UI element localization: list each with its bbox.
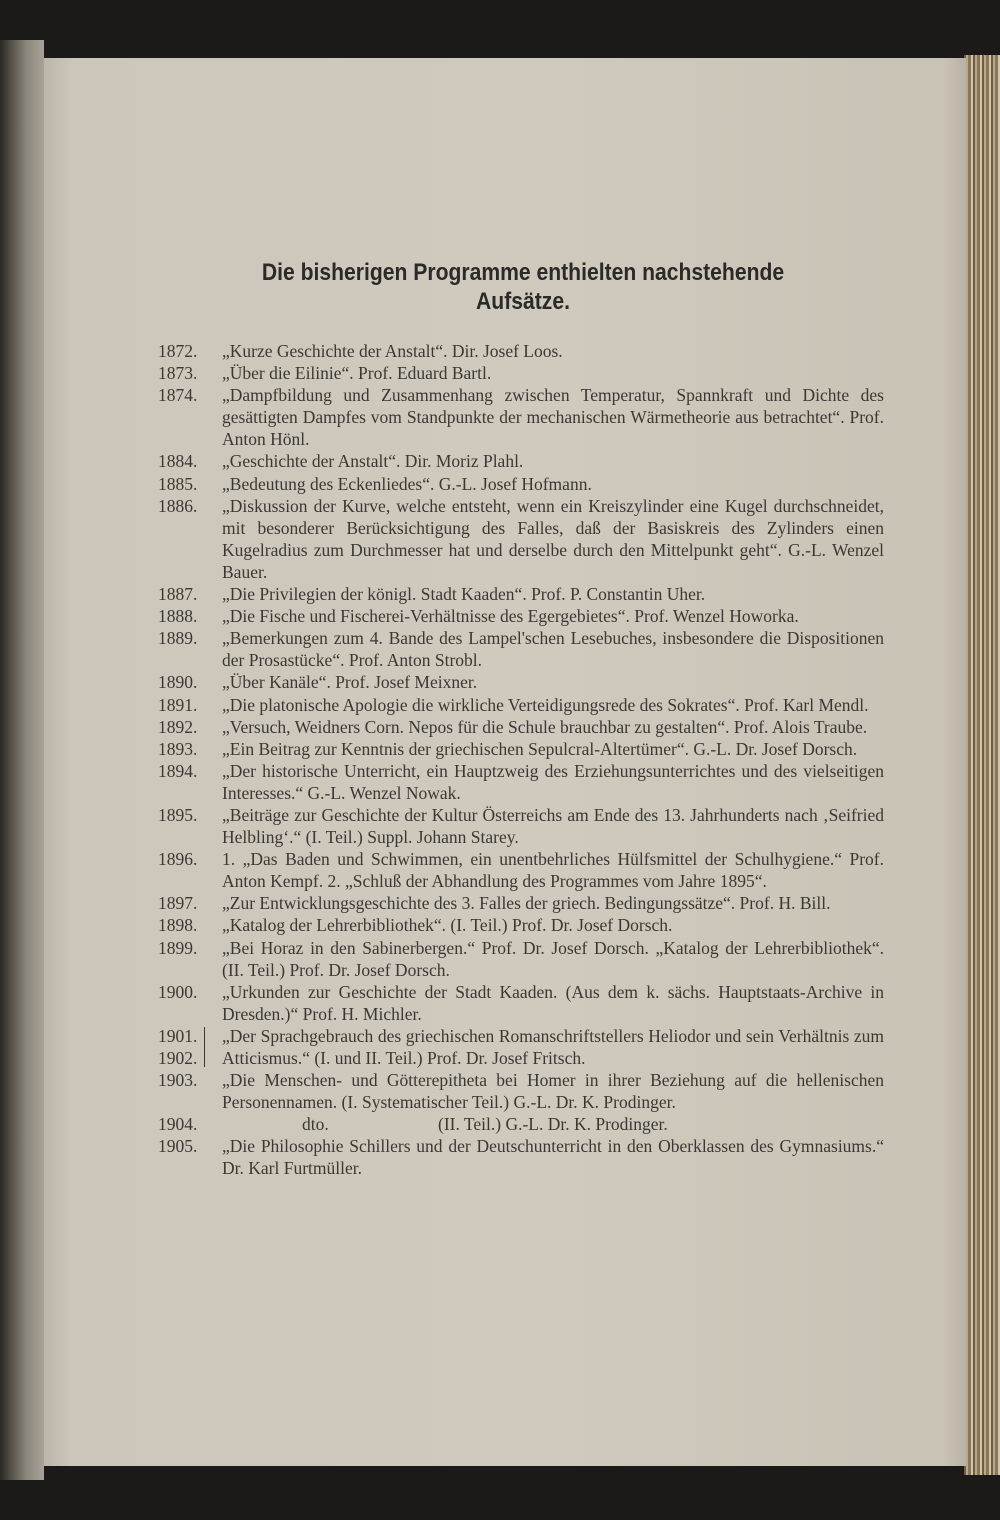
list-item — [158, 1069, 884, 1113]
entry-title-author: „Diskussion der Kurve, welche entsteht, wenn ein Kreiszylinder eine Kugel durchschneidet, mit besonderer Berücksichtigung des Falles, daß der Basiskreis des Zylinders einen Kugelradius zum Durchmesser hat und derselbe durch den Mittelpunkt geht“. G.-L. Wenzel Bauer. — [222, 495, 884, 582]
entry-year: 1873. — [158, 363, 198, 384]
entry-year: 1885. — [158, 473, 198, 494]
entry-text — [222, 914, 884, 936]
entry-text — [222, 1025, 884, 1069]
entry-text — [222, 340, 884, 362]
entry-title-author: „Dampfbildung und Zusammenhang zwischen Temperatur, Spannkraft und Dichte des gesättigten Dampfes vom Standpunkte der mechanischen Wärmetheorie aus betrachtet“. Prof. Anton Hönl. — [222, 385, 884, 450]
entry-year: 1893. — [158, 738, 198, 759]
list-item — [158, 495, 884, 583]
list-item — [158, 848, 884, 892]
book-left-edge — [0, 40, 44, 1480]
list-item — [158, 804, 884, 848]
list-item — [158, 694, 884, 716]
entry-year: 1890. — [158, 672, 198, 693]
list-item — [158, 760, 884, 804]
entry-year: 1899. — [158, 937, 198, 958]
entry-title-author: „Der historische Unterricht, ein Hauptzweig des Erziehungsunterrichtes und des vielseitigen Interesses.“ G.-L. Wenzel Nowak. — [222, 760, 884, 803]
entry-text — [222, 1113, 884, 1135]
entry-title-author: „Bei Horaz in den Sabinerbergen.“ Prof. Dr. Josef Dorsch. „Katalog der Lehrerbibliothek“. (II. Teil.) Prof. Dr. Josef Dorsch. — [222, 937, 884, 980]
page-title: Die bisherigen Programme enthielten nachstehende Aufsätze. — [261, 259, 785, 315]
essay-list — [158, 340, 884, 1180]
list-item — [158, 450, 884, 472]
entry-title-author: „Zur Entwicklungsgeschichte des 3. Falles der griech. Bedingungssätze“. Prof. H. Bill. — [222, 893, 831, 914]
entry-title-author: „Über die Eilinie“. Prof. Eduard Bartl. — [222, 363, 492, 384]
entry-year: 1872. — [158, 341, 198, 361]
entry-title-author: „Ein Beitrag zur Kenntnis der griechischen Sepulcral-Altertümer“. G.-L. Dr. Josef Dorsch. — [222, 738, 858, 759]
entry-year: 1898. — [158, 915, 198, 936]
list-item — [158, 1135, 884, 1179]
entry-year: 1892. — [158, 716, 198, 737]
entry-title-author: „Katalog der Lehrerbibliothek“. (I. Teil.) Prof. Dr. Josef Dorsch. — [222, 915, 673, 936]
entry-title-author: „Die platonische Apologie die wirkliche Verteidigungsrede des Sokrates“. Prof. Karl Mendl. — [222, 694, 869, 715]
entry-year: 1903. — [158, 1070, 198, 1091]
entry-title-author: „Geschichte der Anstalt“. Dir. Moriz Plahl. — [222, 451, 524, 472]
list-item — [158, 738, 884, 760]
entry-title-author: „Bemerkungen zum 4. Bande des Lampel'schen Lesebuches, insbesondere die Dispositionen der Prosastücke“. Prof. Anton Strobl. — [222, 628, 884, 671]
entry-title-author: „Über Kanäle“. Prof. Josef Meixner. — [222, 672, 478, 693]
entry-text — [222, 627, 884, 671]
list-item — [158, 1025, 884, 1069]
book-page-edges — [964, 55, 1000, 1475]
entry-year: 1884. — [158, 451, 198, 472]
entry-title-author: 1. „Das Baden und Schwimmen, ein unentbehrliches Hülfsmittel der Schulhygiene.“ Prof. Anton Kempf. 2. „Schluß der Abhandlung des Programmes vom Jahre 1895“. — [222, 849, 884, 892]
list-item — [158, 981, 884, 1025]
entry-text — [222, 583, 884, 605]
entry-text — [222, 495, 884, 583]
list-item — [158, 937, 884, 981]
entry-title-author: „Beiträge zur Geschichte der Kultur Österreichs am Ende des 13. Jahrhunderts nach ‚Seifried Helbling‘.“ (I. Teil.) Suppl. Johann Starey. — [222, 804, 884, 848]
entry-title-author: „Der Sprachgebrauch des griechischen Romanschriftstellers Heliodor und sein Verhältnis zum Atticismus.“ (I. und II. Teil.) Prof. Dr. Josef Fritsch. — [222, 1025, 884, 1068]
entry-year-2: 1902. — [158, 1047, 198, 1068]
entry-text — [222, 473, 884, 495]
list-item — [158, 605, 884, 627]
entry-text — [222, 848, 884, 892]
entry-year: 1904. — [158, 1114, 198, 1135]
entry-title-author: (II. Teil.) G.-L. Dr. K. Prodinger. — [438, 1114, 668, 1135]
entry-year: 1888. — [158, 606, 198, 627]
list-item — [158, 892, 884, 914]
entry-year: 1886. — [158, 495, 198, 516]
entry-ditto: dto. — [302, 1114, 329, 1135]
list-item — [158, 671, 884, 693]
entry-text — [222, 892, 884, 914]
entry-year: 1897. — [158, 893, 198, 914]
list-item — [158, 340, 884, 362]
bracket — [204, 1027, 205, 1067]
entry-text — [222, 760, 884, 804]
entry-text — [222, 605, 884, 627]
entry-text — [222, 1069, 884, 1113]
entry-year: 1901. — [158, 1025, 198, 1046]
entry-title-author: „Die Philosophie Schillers und der Deutschunterricht in den Oberklassen des Gymnasiums.“ Dr. Karl Furtmüller. — [222, 1136, 884, 1179]
entry-text — [222, 450, 884, 472]
entry-text — [222, 1135, 884, 1179]
list-item — [158, 473, 884, 495]
entry-text — [222, 804, 884, 848]
list-item — [158, 583, 884, 605]
entry-year: 1889. — [158, 628, 198, 649]
entry-year: 1894. — [158, 760, 198, 781]
entry-title-author: „Bedeutung des Eckenliedes“. G.-L. Josef Hofmann. — [222, 473, 592, 494]
entry-text — [222, 981, 884, 1025]
entry-title-author: „Die Privilegien der königl. Stadt Kaaden“. Prof. P. Constantin Uher. — [222, 584, 706, 605]
entry-year: 1905. — [158, 1136, 198, 1157]
entry-text — [222, 694, 884, 716]
entry-text — [222, 937, 884, 981]
list-item — [158, 627, 884, 671]
entry-text — [222, 716, 884, 738]
entry-year: 1895. — [158, 804, 198, 825]
entry-title-author: „Die Menschen- und Götterepitheta bei Homer in ihrer Beziehung auf die hellenischen Personennamen. (I. Systematischer Teil.) G.-L. Dr. K. Prodinger. — [222, 1070, 884, 1113]
list-item — [158, 914, 884, 936]
entry-title-author: „Urkunden zur Geschichte der Stadt Kaaden. (Aus dem k. sächs. Hauptstaats-Archive in Dresden.)“ Prof. H. Michler. — [222, 981, 884, 1024]
list-item — [158, 362, 884, 384]
list-item — [158, 384, 884, 450]
entry-year: 1896. — [158, 849, 198, 870]
list-item — [158, 716, 884, 738]
entry-year: 1874. — [158, 385, 198, 406]
list-item — [158, 1113, 884, 1135]
entry-text — [222, 671, 884, 693]
entry-year: 1887. — [158, 584, 198, 605]
entry-text — [222, 362, 884, 384]
entry-title-author: „Versuch, Weidners Corn. Nepos für die Schule brauchbar zu gestalten“. Prof. Alois Traube. — [222, 716, 868, 737]
entry-text — [222, 738, 884, 760]
entry-year: 1891. — [158, 694, 198, 715]
entry-title-author: „Kurze Geschichte der Anstalt“. Dir. Josef Loos. — [222, 341, 563, 361]
entry-text — [222, 384, 884, 450]
entry-year: 1900. — [158, 981, 198, 1002]
entry-title-author: „Die Fische und Fischerei-Verhältnisse des Egergebietes“. Prof. Wenzel Howorka. — [222, 606, 799, 627]
